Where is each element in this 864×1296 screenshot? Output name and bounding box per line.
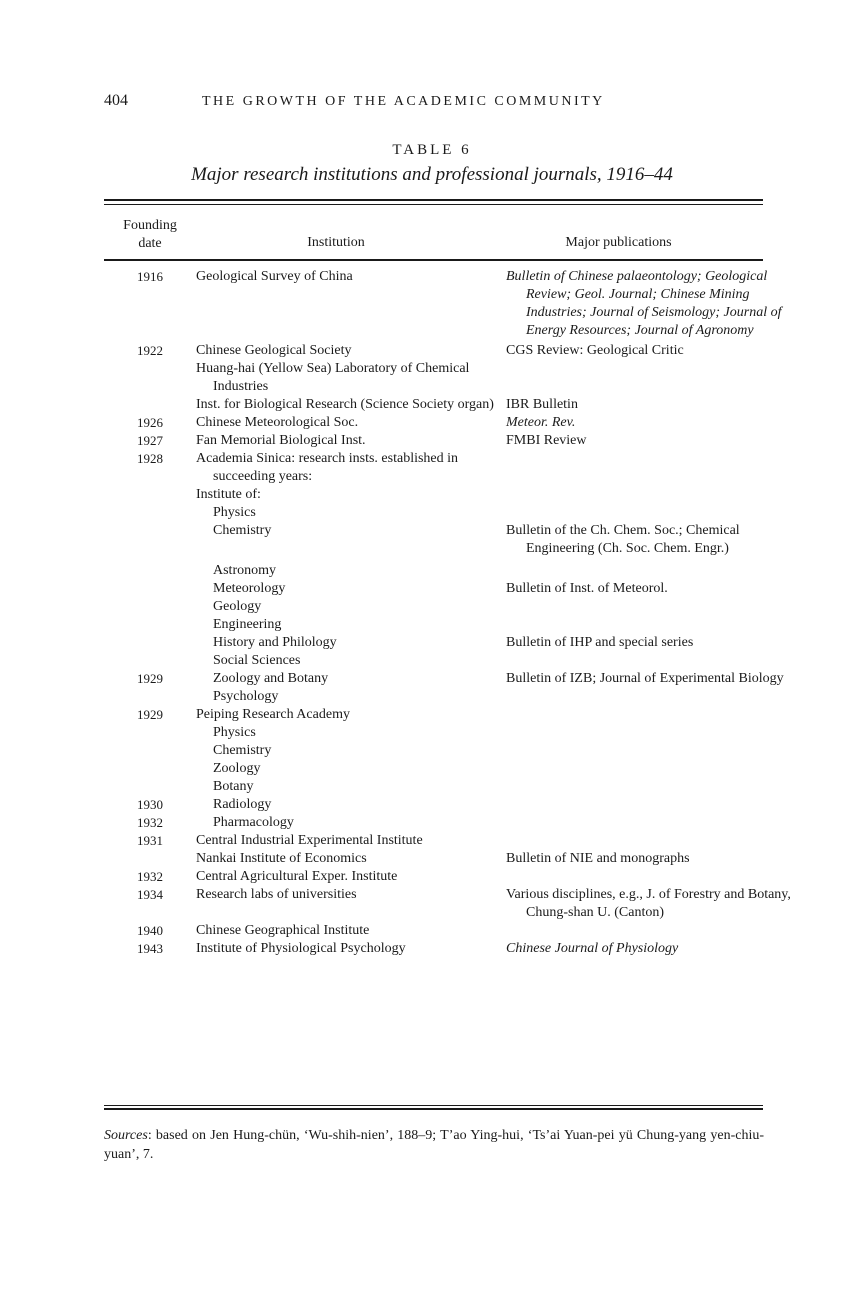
cell-institution: Chinese Geological Society [196,343,352,358]
cell-institution: Nankai Institute of Economics [196,851,367,866]
table-row [0,778,864,796]
table-row [0,522,864,558]
cell-publications [506,652,806,670]
sources-note [104,1126,764,1164]
sources-text: : based on Jen Hung-chün, ‘Wu-shih-nien’, 188–9; T’ao Ying-hui, ‘Ts’ai Yuan-pei yü Chung-yang yen-chiu-yuan’, 7. [104,1128,764,1162]
cell-institution: Social Sciences [213,653,301,668]
table-row [0,450,864,486]
cell-institution: Chemistry [213,523,272,538]
cell-publications: Bulletin of Chinese palaeontology; Geological Review; Geol. Journal; Chinese Mining Industries; Journal of Seismology; Journal of Energy Resources; Journal of Agronomy [506,269,782,338]
cell-date: 1929 [137,707,163,722]
cell-date [0,396,226,414]
cell-publications [506,360,806,396]
table-row [0,760,864,778]
cell-institution: Geological Survey of China [196,269,353,284]
table-label: TABLE 6 [392,142,472,158]
cell-publications: CGS Review: Geological Critic [506,343,684,358]
table-row [0,940,864,958]
table-row [0,886,864,922]
cell-date [0,580,226,598]
cell-date [0,778,226,796]
table-row [0,796,864,814]
cell-date: 1934 [137,887,163,902]
cell-institution: Geology [213,599,262,614]
table-title: Major research institutions and professional journals, 1916–44 [191,164,673,185]
cell-date [0,360,226,396]
table-row [0,868,864,886]
cell-date [0,688,226,706]
cell-date [0,724,226,742]
table-row [0,706,864,724]
cell-publications [506,742,806,760]
table-row [0,360,864,396]
cell-publications: Various disciplines, e.g., J. of Forestry and Botany, Chung-shan U. (Canton) [506,887,791,920]
cell-publications [506,832,806,850]
cell-publications [506,504,806,522]
bottom-rule-thin [104,1105,763,1106]
table-row [0,634,864,652]
cell-publications [506,814,806,832]
cell-date [0,562,226,580]
table-row [0,814,864,832]
running-title: THE GROWTH OF THE ACADEMIC COMMUNITY [202,94,605,109]
cell-institution: Physics [213,505,256,520]
column-header-date: Founding date [123,218,177,251]
cell-institution: Institute of Physiological Psychology [196,941,406,956]
cell-publications [506,450,806,486]
table-row [0,396,864,414]
table-row [0,504,864,522]
cell-institution: Research labs of universities [196,887,357,902]
cell-publications: Meteor. Rev. [506,415,576,430]
cell-institution: Chinese Geographical Institute [196,923,370,938]
cell-publications [506,486,806,504]
table-row [0,562,864,580]
table-row [0,670,864,688]
cell-publications [506,778,806,796]
cell-institution: Engineering [213,617,282,632]
table-row [0,616,864,634]
table-row [0,652,864,670]
cell-publications: Bulletin of IZB; Journal of Experimental Biology [506,671,784,686]
cell-institution: History and Philology [213,635,337,650]
table-row [0,580,864,598]
cell-publications [506,562,806,580]
cell-publications [506,868,806,886]
cell-publications: Bulletin of NIE and monographs [506,851,690,866]
cell-date: 1931 [137,833,163,848]
table-row [0,414,864,432]
cell-date [0,634,226,652]
cell-date: 1927 [137,433,163,448]
cell-institution: Central Industrial Experimental Institute [196,833,423,848]
cell-institution: Pharmacology [213,815,294,830]
cell-publications [506,922,806,940]
table-row [0,832,864,850]
cell-date: 1930 [137,797,163,812]
cell-date [0,850,226,868]
cell-institution: Institute of: [196,487,261,502]
cell-institution: Huang-hai (Yellow Sea) Laboratory of Chemical Industries [196,361,470,394]
cell-publications [506,688,806,706]
table-row [0,432,864,450]
cell-institution: Chinese Meteorological Soc. [196,415,359,430]
cell-date: 1926 [137,415,163,430]
table-row [0,688,864,706]
cell-publications [506,724,806,742]
header-rule [104,259,763,261]
cell-publications: IBR Bulletin [506,397,578,412]
cell-publications: Chinese Journal of Physiology [506,941,679,956]
cell-institution: Zoology and Botany [213,671,329,686]
cell-date: 1932 [137,815,163,830]
sources-label: Sources [104,1128,148,1143]
cell-publications: Bulletin of Inst. of Meteorol. [506,581,668,596]
cell-institution: Zoology [213,761,261,776]
cell-institution: Fan Memorial Biological Inst. [196,433,366,448]
cell-date [0,616,226,634]
table-row [0,724,864,742]
cell-institution: Astronomy [213,563,276,578]
cell-institution: Physics [213,725,256,740]
cell-institution: Meteorology [213,581,286,596]
cell-institution: Inst. for Biological Research (Science Society organ) [196,397,494,412]
cell-date [0,742,226,760]
cell-date [0,598,226,616]
cell-publications [506,706,806,724]
bottom-rule [104,1108,763,1110]
cell-publications: Bulletin of IHP and special series [506,635,694,650]
cell-institution: Psychology [213,689,279,704]
column-header-institution: Institution [307,235,365,250]
top-rule-thin [104,204,763,205]
cell-publications [506,616,806,634]
cell-publications [506,796,806,814]
table-row [0,850,864,868]
cell-date: 1940 [137,923,163,938]
top-rule [104,199,763,201]
table-row [0,342,864,360]
cell-date [0,652,226,670]
table-row [0,742,864,760]
cell-date: 1922 [137,343,163,358]
table-body [0,268,864,958]
cell-institution: Central Agricultural Exper. Institute [196,869,398,884]
table-row [0,922,864,940]
cell-institution: Chemistry [213,743,272,758]
cell-date: 1932 [137,869,163,884]
cell-date [0,760,226,778]
column-header-publications: Major publications [565,235,672,250]
cell-publications: Bulletin of the Ch. Chem. Soc.; Chemical Engineering (Ch. Soc. Chem. Engr.) [506,523,740,556]
cell-date: 1916 [137,269,163,284]
cell-publications: FMBI Review [506,433,587,448]
cell-publications [506,598,806,616]
cell-date: 1929 [137,671,163,686]
cell-publications [506,760,806,778]
cell-date: 1928 [137,451,163,466]
cell-institution: Peiping Research Academy [196,707,350,722]
table-row [0,268,864,340]
cell-date [0,486,226,504]
cell-institution: Academia Sinica: research insts. established in succeeding years: [196,451,459,484]
cell-institution: Botany [213,779,254,794]
cell-institution: Radiology [213,797,272,812]
cell-date: 1943 [137,941,163,956]
cell-date [0,522,226,558]
table-row [0,486,864,504]
table-row [0,598,864,616]
cell-date [0,504,226,522]
page-number: 404 [104,92,128,109]
